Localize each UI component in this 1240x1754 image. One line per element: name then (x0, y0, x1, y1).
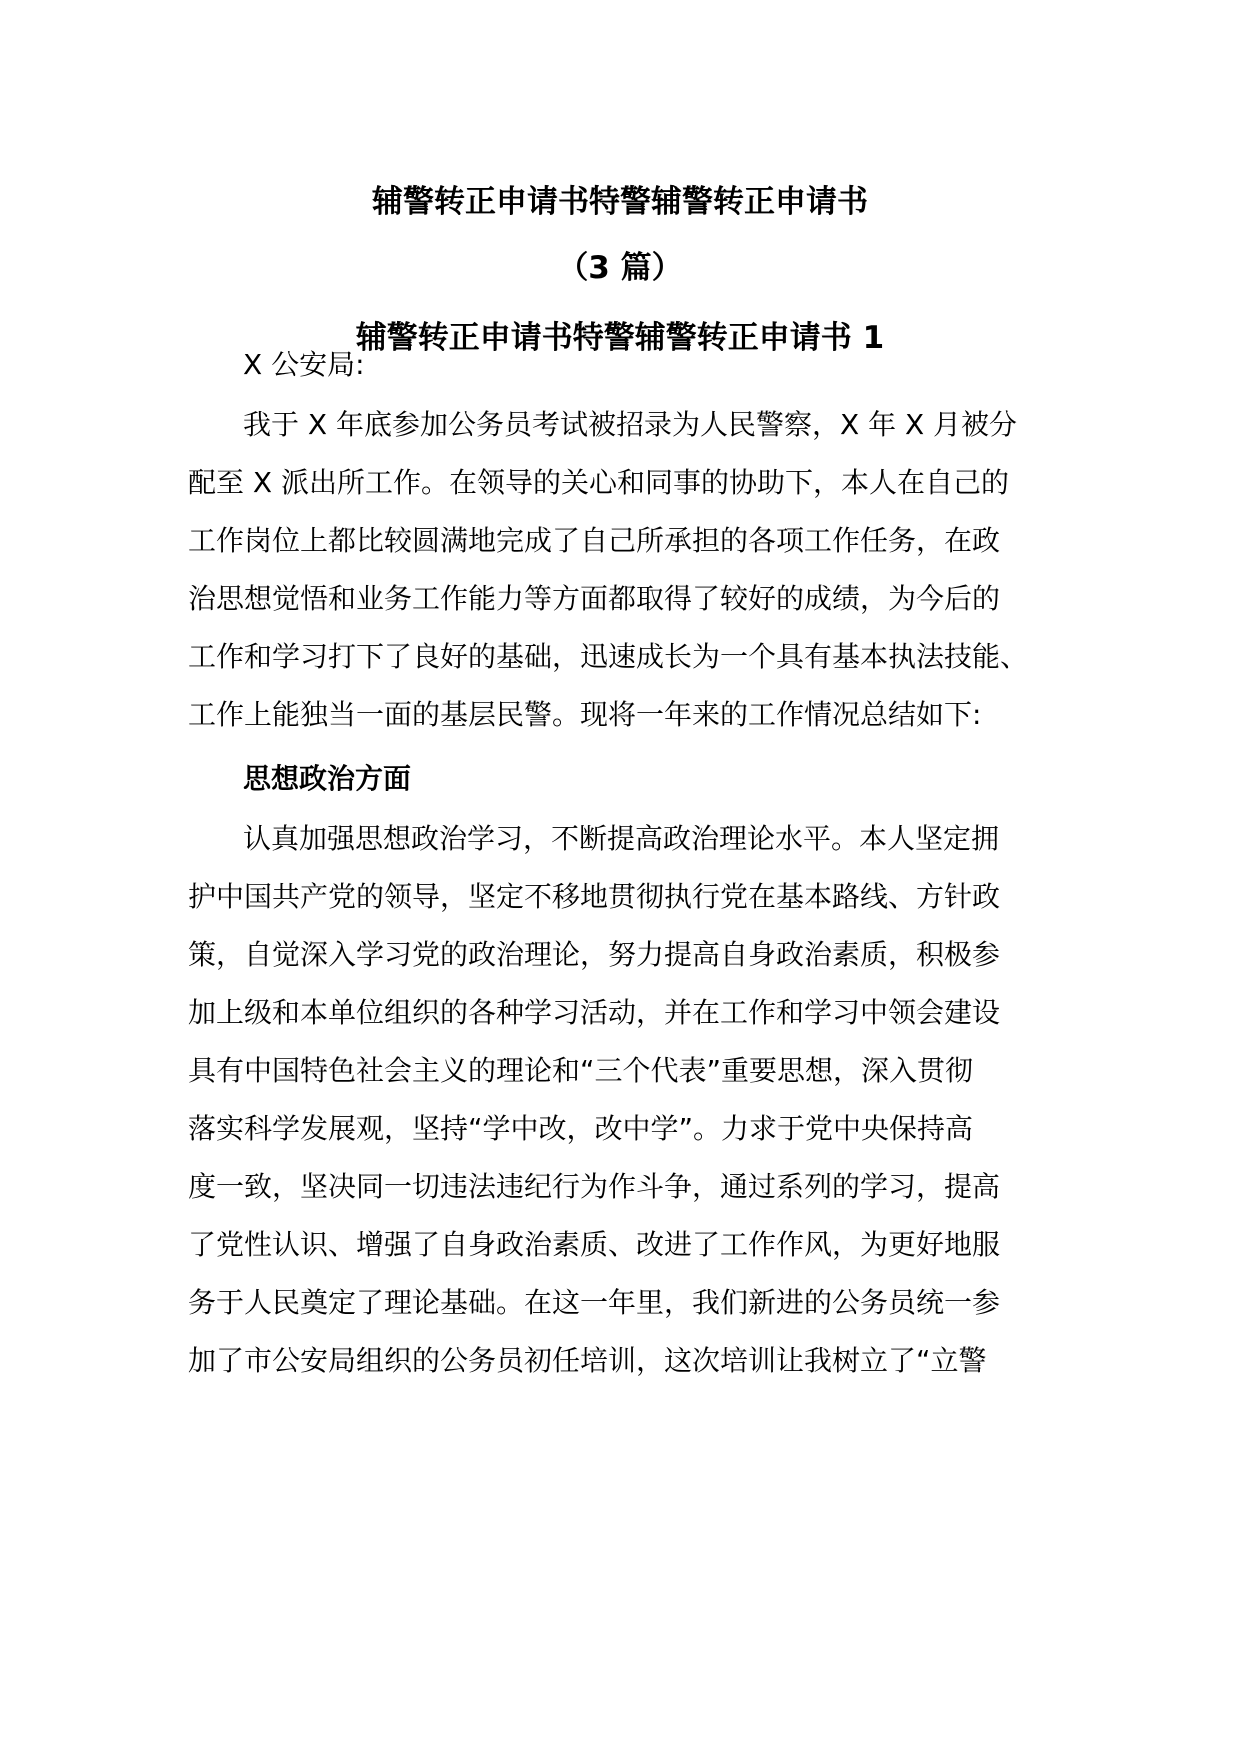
paragraph-line: 策，自觉深入学习党的政治理论，努力提高自身政治素质，积极参 (188, 938, 1001, 971)
paragraph-line: 工作和学习打下了良好的基础，迅速成长为一个具有基本执法技能、 (188, 640, 1029, 673)
paragraph-line: 工作岗位上都比较圆满地完成了自己所承担的各项工作任务，在政 (188, 524, 1001, 557)
paragraph-line: 我于 X 年底参加公务员考试被招录为人民警察，X 年 X 月被分 (243, 408, 1018, 441)
paragraph-line: 认真加强思想政治学习，不断提高政治理论水平。本人坚定拥 (243, 822, 1000, 855)
salutation: X 公安局: (243, 348, 365, 381)
paragraph-line: 配至 X 派出所工作。在领导的关心和同事的协助下，本人在自己的 (188, 466, 1009, 499)
paragraph-line: 具有中国特色社会主义的理论和“三个代表”重要思想，深入贯彻 (188, 1054, 974, 1087)
paragraph-line: 度一致，坚决同一切违法违纪行为作斗争，通过系列的学习，提高 (188, 1170, 1001, 1203)
paragraph-line: 护中国共产党的领导，坚定不移地贯彻执行党在基本路线、方针政 (188, 880, 1001, 913)
paragraph-line: 务于人民奠定了理论基础。在这一年里，我们新进的公务员统一参 (188, 1286, 1001, 1319)
section-title: 辅警转正申请书特警辅警转正申请书 1 (355, 320, 885, 356)
document-title-count: （3 篇） (557, 250, 683, 286)
section-heading: 思想政治方面 (243, 762, 412, 795)
paragraph-line: 治思想觉悟和业务工作能力等方面都取得了较好的成绩，为今后的 (188, 582, 1001, 615)
paragraph-line: 落实科学发展观，坚持“学中改，改中学”。力求于党中央保持高 (188, 1112, 974, 1145)
paragraph-line: 加上级和本单位组织的各种学习活动，并在工作和学习中领会建设 (188, 996, 1001, 1029)
paragraph-line: 了党性认识、增强了自身政治素质、改进了工作作风，为更好地服 (188, 1228, 1001, 1261)
paragraph-line: 工作上能独当一面的基层民警。现将一年来的工作情况总结如下: (188, 698, 982, 731)
paragraph-line: 加了市公安局组织的公务员初任培训，这次培训让我树立了“立警 (188, 1344, 987, 1377)
document-title: 辅警转正申请书特警辅警转正申请书 (372, 184, 868, 220)
